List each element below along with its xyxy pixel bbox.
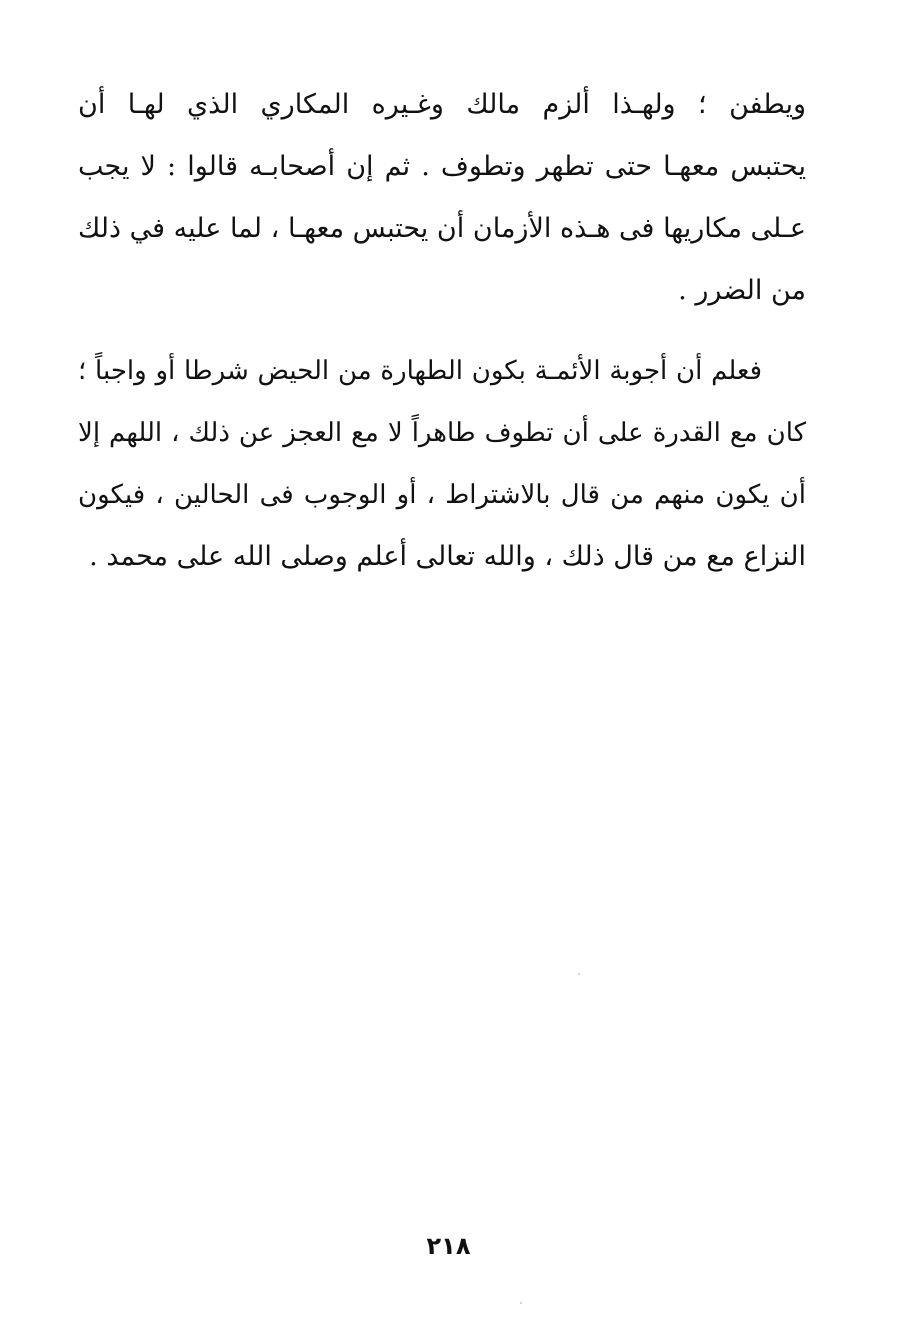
scan-speck <box>520 1302 522 1304</box>
text-line: فعلم أن أجوبة الأئمـة بكون الطهارة من الحيض شرطا أو واجباً ؛ <box>78 356 762 386</box>
text-line: ويطفن ؛ ولهـذا ألزم مالك وغـيره المكاري الذي لهـا أن <box>78 89 806 120</box>
text-line: من الضرر . <box>678 275 806 306</box>
scan-speck <box>578 973 580 975</box>
text-line: كان مع القدرة على أن تطوف طاهراً لا مع العجز عن ذلك ، اللهم إلا <box>78 418 806 448</box>
paragraph-1 <box>78 74 806 322</box>
text-line: النزاع مع من قال ذلك ، والله تعالى أعلم وصلى الله على محمد . <box>89 541 806 572</box>
page-number: ٢١٨ <box>426 1232 471 1260</box>
text-line: يحتبس معهـا حتى تطهر وتطوف . ثم إن أصحابـه قالوا : لا يجب <box>78 151 806 182</box>
text-line: أن يكون منهم من قال بالاشتراط ، أو الوجوب فى الحالين ، فيكون <box>78 480 806 510</box>
text-line: عـلى مكاريها فى هـذه الأزمان أن يحتبس معهـا ، لما عليه في ذلك <box>78 213 806 244</box>
paragraph-2 <box>78 340 806 588</box>
